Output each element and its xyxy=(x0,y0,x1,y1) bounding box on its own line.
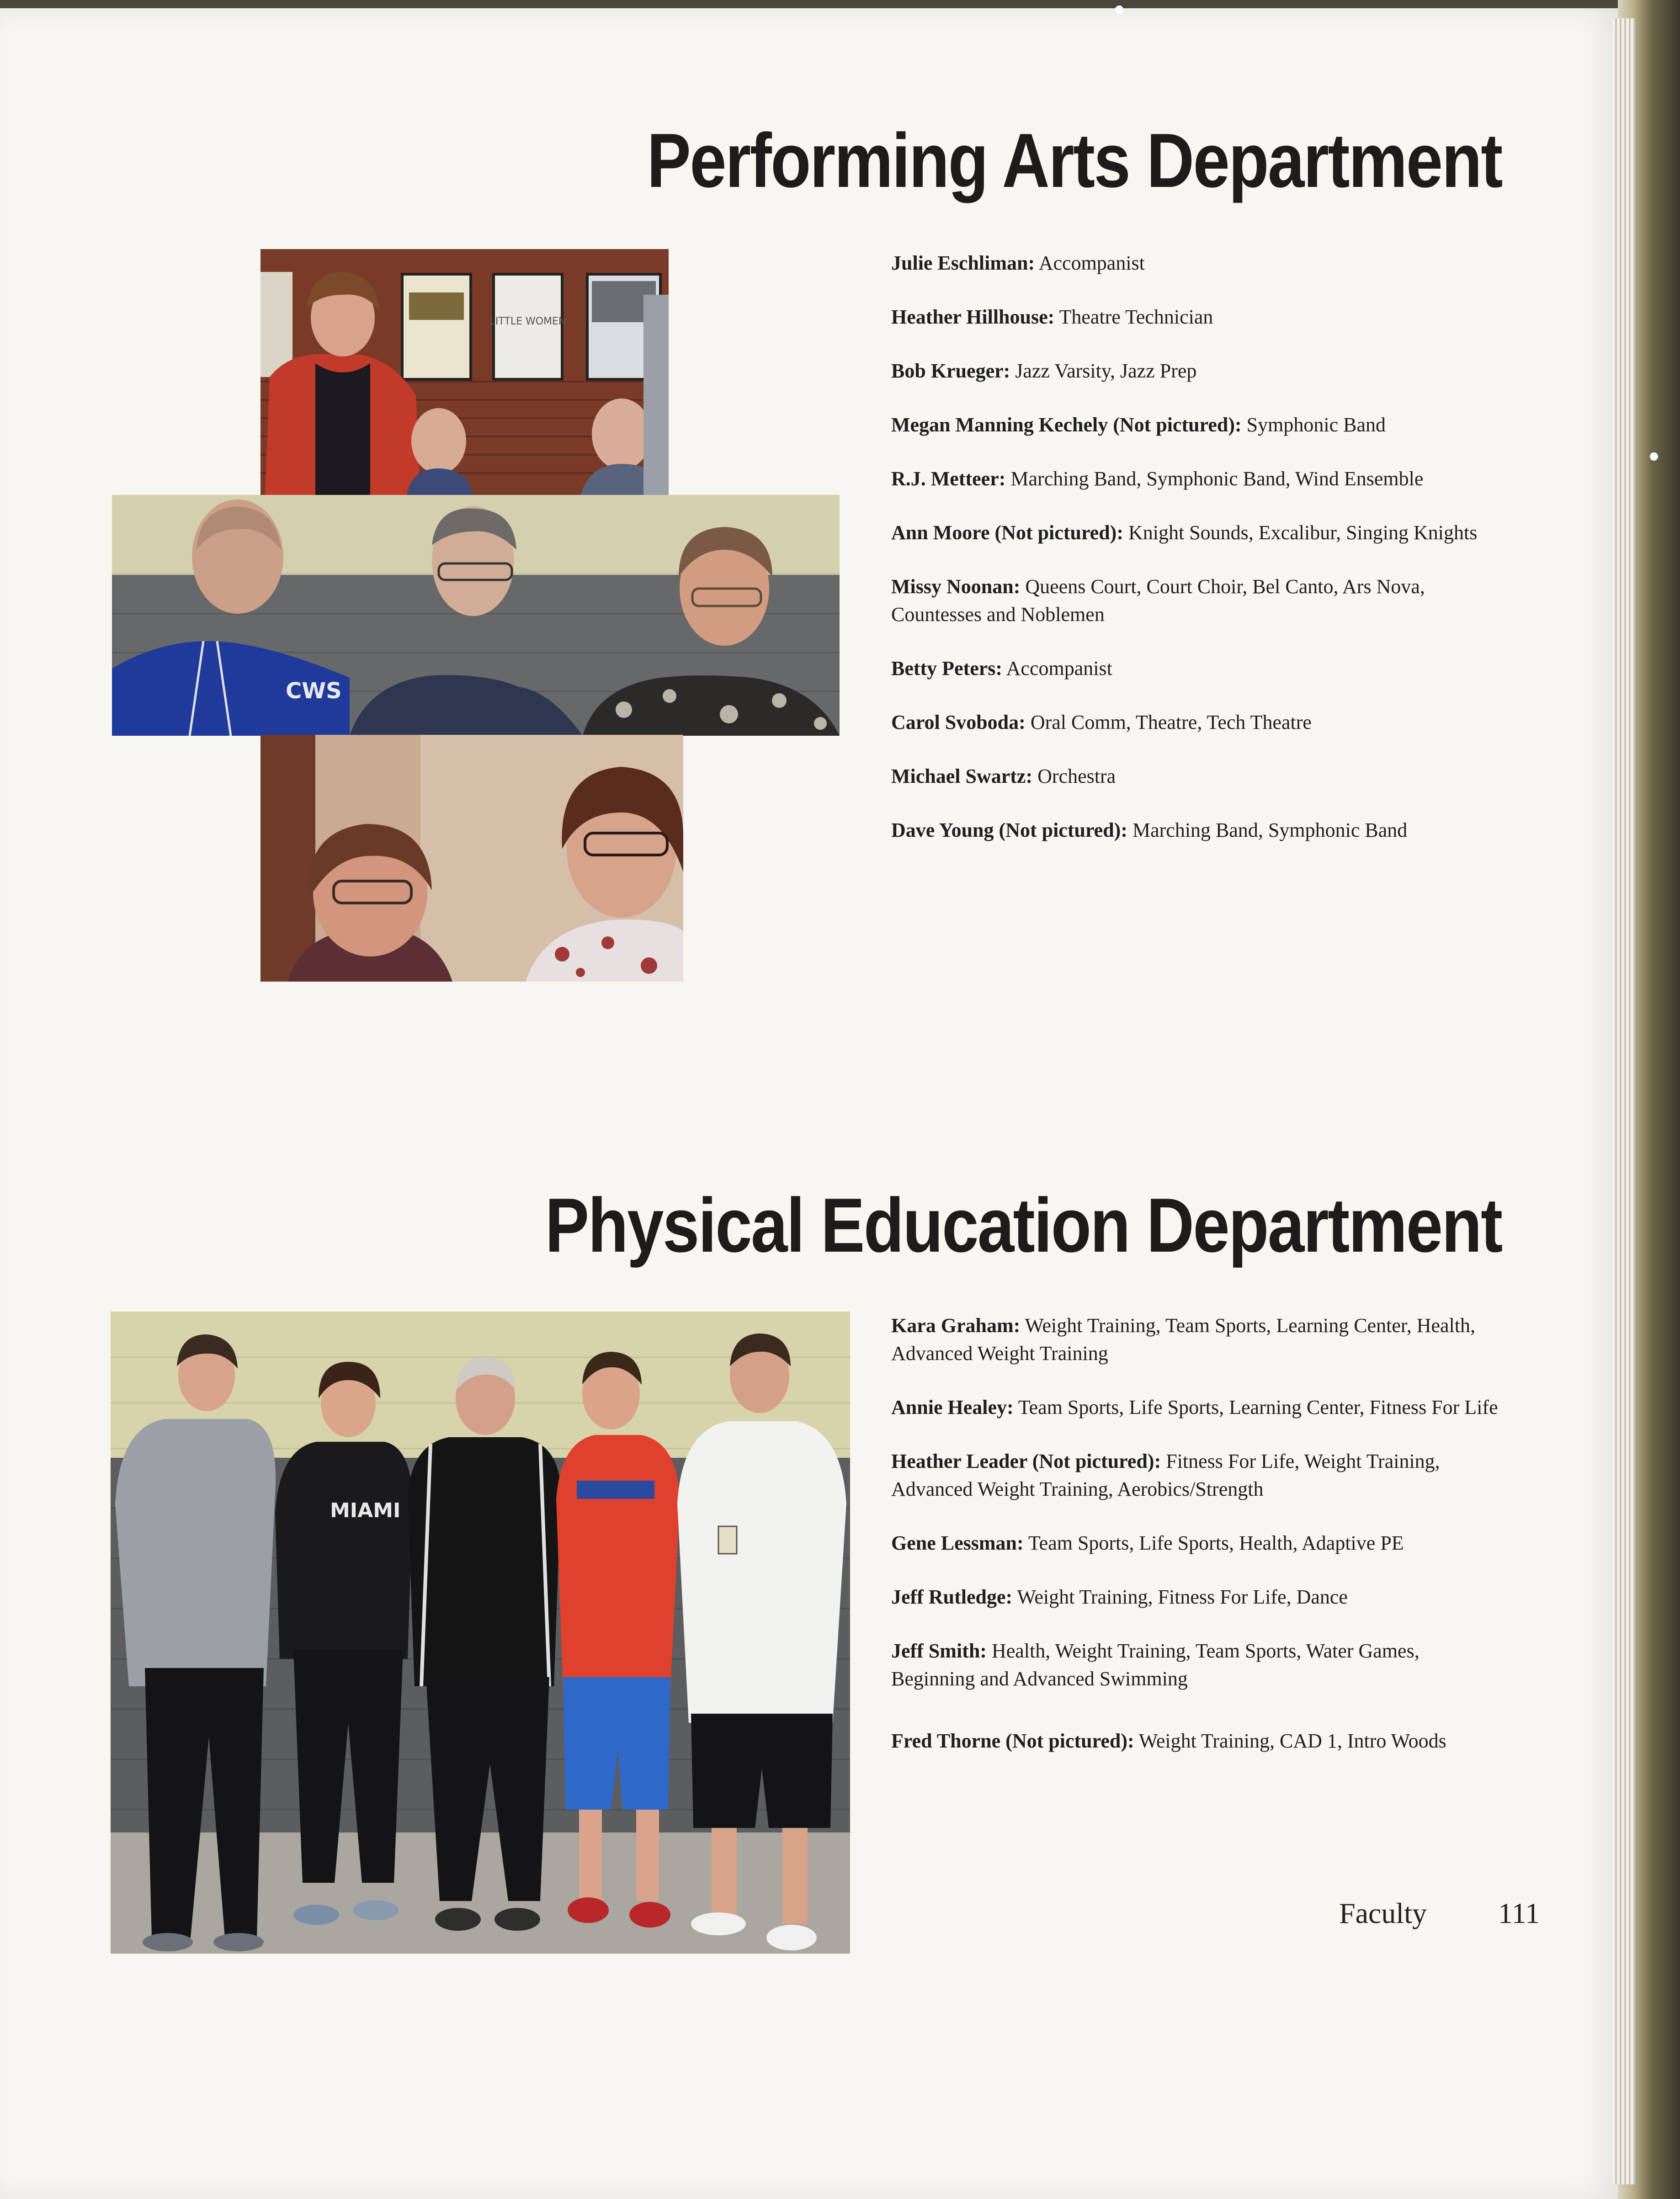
staff-name: Michael Swartz: xyxy=(891,765,1033,787)
staff-entry xyxy=(891,1529,1504,1557)
staff-roles: Queens Court, Court Choir, Bel Canto, Ars Nova, Countesses and Noblemen xyxy=(891,575,1425,626)
staff-entry xyxy=(891,1637,1504,1693)
staff-name: Megan Manning Kechely (Not pictured): xyxy=(891,414,1242,436)
staff-name: Kara Graham: xyxy=(891,1314,1021,1337)
staff-roles: Weight Training, Team Sports, Learning Center, Health, Advanced Weight Training xyxy=(891,1314,1476,1365)
staff-name: Betty Peters: xyxy=(891,657,1003,680)
staff-roles: Team Sports, Life Sports, Health, Adaptive PE xyxy=(1023,1532,1404,1554)
staff-roles: Fitness For Life, Weight Training, Advanced Weight Training, Aerobics/Strength xyxy=(891,1450,1440,1500)
staff-entry xyxy=(891,654,1504,682)
performing-arts-photo-bottom xyxy=(261,735,683,982)
staff-name: Missy Noonan: xyxy=(891,575,1021,598)
performing-arts-staff-list xyxy=(891,249,1504,844)
staff-roles: Health, Weight Training, Team Sports, Water Games, Beginning and Advanced Swimming xyxy=(891,1640,1419,1690)
staff-roles: Weight Training, CAD 1, Intro Woods xyxy=(1134,1730,1446,1752)
staff-name: Heather Leader (Not pictured): xyxy=(891,1450,1161,1472)
footer-section-label: Faculty xyxy=(1339,1897,1427,1929)
staff-entry xyxy=(891,1393,1504,1421)
staff-roles: Marching Band, Symphonic Band xyxy=(1127,819,1408,841)
staff-roles: Accompanist xyxy=(1035,252,1145,274)
staff-entry xyxy=(891,249,1504,277)
staff-entry xyxy=(891,762,1504,790)
performing-arts-photo-middle xyxy=(112,495,840,736)
performing-arts-heading: Performing Arts Department xyxy=(647,117,1502,203)
page-number: 111 xyxy=(1498,1897,1540,1929)
staff-roles: Theatre Technician xyxy=(1054,306,1213,328)
staff-name: Julie Eschliman: xyxy=(891,252,1035,274)
physical-education-heading: Physical Education Department xyxy=(545,1182,1502,1268)
staff-name: Bob Krueger: xyxy=(891,360,1010,382)
performing-arts-photo-top xyxy=(261,249,669,496)
physical-education-group-photo xyxy=(111,1312,850,1954)
staff-name: Carol Svoboda: xyxy=(891,711,1026,733)
staff-roles: Jazz Varsity, Jazz Prep xyxy=(1010,360,1197,382)
staff-name: Gene Lessman: xyxy=(891,1532,1024,1554)
staff-entry xyxy=(891,1312,1504,1367)
staff-roles: Symphonic Band xyxy=(1241,414,1386,436)
staff-roles: Oral Comm, Theatre, Tech Theatre xyxy=(1025,711,1312,733)
staff-name: Ann Moore (Not pictured): xyxy=(891,521,1123,544)
staff-entry xyxy=(891,357,1504,385)
page-stack-edges xyxy=(1612,18,1635,2184)
staff-entry xyxy=(891,465,1504,493)
physical-education-staff-list xyxy=(891,1312,1504,1755)
poster-title: LITTLE WOMEN xyxy=(489,316,566,327)
print-speck xyxy=(1115,5,1123,14)
staff-name: Dave Young (Not pictured): xyxy=(891,819,1127,841)
staff-name: Annie Healey: xyxy=(891,1396,1014,1418)
staff-entry xyxy=(891,303,1504,331)
staff-entry xyxy=(891,1727,1504,1755)
staff-entry xyxy=(891,411,1504,439)
staff-name: Fred Thorne (Not pictured): xyxy=(891,1730,1134,1752)
staff-name: R.J. Metteer: xyxy=(891,467,1006,490)
staff-entry xyxy=(891,816,1504,844)
staff-name: Jeff Smith: xyxy=(891,1640,987,1662)
staff-entry xyxy=(891,1583,1504,1611)
staff-roles: Knight Sounds, Excalibur, Singing Knights xyxy=(1123,521,1478,544)
staff-roles: Orchestra xyxy=(1032,765,1116,787)
shirt-logo: CWS xyxy=(286,678,342,704)
shirt-logo: MIAMI xyxy=(330,1499,401,1522)
staff-roles: Marching Band, Symphonic Band, Wind Ensemble xyxy=(1005,467,1424,490)
print-speck xyxy=(1650,452,1658,461)
staff-entry xyxy=(891,708,1504,736)
staff-entry xyxy=(891,1447,1504,1503)
staff-name: Heather Hillhouse: xyxy=(891,306,1055,328)
staff-roles: Accompanist xyxy=(1002,657,1112,680)
staff-entry xyxy=(891,573,1504,628)
staff-name: Jeff Rutledge: xyxy=(891,1586,1013,1608)
staff-entry xyxy=(891,519,1504,547)
staff-roles: Team Sports, Life Sports, Learning Center, Fitness For Life xyxy=(1013,1396,1498,1418)
staff-roles: Weight Training, Fitness For Life, Dance xyxy=(1012,1586,1348,1608)
